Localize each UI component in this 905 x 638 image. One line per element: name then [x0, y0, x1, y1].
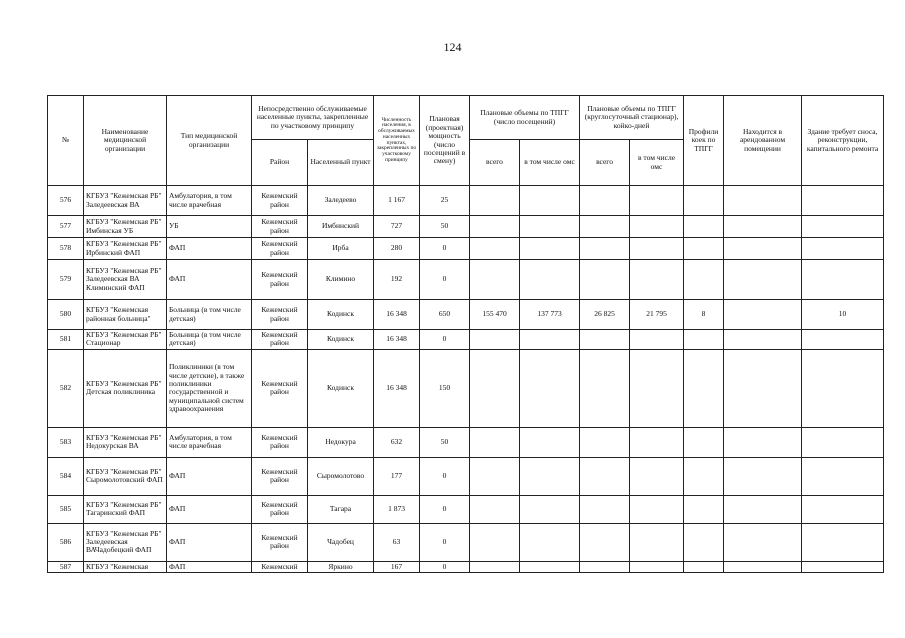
cell-name: КГБУЗ "Кежемская РБ" Недокурская ВА	[84, 427, 167, 457]
cell-v-total	[470, 427, 520, 457]
table-row	[48, 300, 884, 330]
cell-repair	[802, 260, 884, 300]
cell-v-total	[470, 457, 520, 495]
cell-capacity: 0	[420, 561, 470, 572]
cell-population: 16 348	[374, 330, 420, 350]
cell-num: 577	[48, 216, 84, 238]
cell-capacity: 50	[420, 427, 470, 457]
cell-rented	[724, 238, 802, 260]
cell-v-total	[470, 495, 520, 523]
cell-b-oms	[630, 523, 684, 561]
cell-capacity: 0	[420, 330, 470, 350]
cell-num: 586	[48, 523, 84, 561]
table-row	[48, 349, 884, 427]
cell-type: Амбулатория, в том числе врачебная	[167, 186, 252, 216]
header-profile: Профили коек по ТПГГ	[684, 96, 724, 186]
cell-b-total	[580, 238, 630, 260]
cell-v-total	[470, 186, 520, 216]
cell-capacity: 650	[420, 300, 470, 330]
page-number: 124	[443, 40, 462, 54]
cell-type: ФАП	[167, 457, 252, 495]
cell-b-total	[580, 561, 630, 572]
cell-b-oms	[630, 330, 684, 350]
cell-district: Кежемский район	[252, 495, 308, 523]
header-visits-total: всего	[470, 140, 520, 186]
cell-b-oms	[630, 349, 684, 427]
cell-profile	[684, 216, 724, 238]
cell-capacity: 0	[420, 523, 470, 561]
cell-name: КГБУЗ "Кежемская	[84, 561, 167, 572]
header-volume-beds: Плановые объемы по ТПГГ (круглосуточный стационар), койко-дней	[580, 96, 684, 140]
cell-v-oms	[520, 260, 580, 300]
cell-v-total	[470, 238, 520, 260]
cell-v-total	[470, 260, 520, 300]
header-name: Наименование медицинской организации	[84, 96, 167, 186]
table-row	[48, 238, 884, 260]
cell-type: ФАП	[167, 260, 252, 300]
cell-rented	[724, 495, 802, 523]
cell-name: КГБУЗ "Кежемская РБ" Сыромолотовский ФАП	[84, 457, 167, 495]
cell-population: 1 873	[374, 495, 420, 523]
cell-v-total	[470, 216, 520, 238]
cell-v-total	[470, 349, 520, 427]
table-row	[48, 216, 884, 238]
table-row	[48, 495, 884, 523]
header-num: №	[48, 96, 84, 186]
cell-district: Кежемский район	[252, 238, 308, 260]
cell-capacity: 0	[420, 457, 470, 495]
cell-b-oms	[630, 427, 684, 457]
cell-profile	[684, 238, 724, 260]
cell-district: Кежемский район	[252, 260, 308, 300]
cell-locality: Чадобец	[308, 523, 374, 561]
cell-repair	[802, 523, 884, 561]
cell-v-oms	[520, 561, 580, 572]
cell-v-oms: 137 773	[520, 300, 580, 330]
table-row	[48, 186, 884, 216]
cell-num: 579	[48, 260, 84, 300]
cell-num: 580	[48, 300, 84, 330]
cell-num: 584	[48, 457, 84, 495]
cell-type: ФАП	[167, 495, 252, 523]
cell-v-oms	[520, 523, 580, 561]
header-beds-oms: в том числе омс	[630, 140, 684, 186]
cell-b-oms	[630, 561, 684, 572]
table-row	[48, 523, 884, 561]
cell-rented	[724, 330, 802, 350]
cell-b-total	[580, 216, 630, 238]
cell-name: КГБУЗ "Кежемская РБ" Стационар	[84, 330, 167, 350]
cell-repair: 10	[802, 300, 884, 330]
cell-rented	[724, 427, 802, 457]
cell-v-oms	[520, 495, 580, 523]
cell-name: КГБУЗ "Кежемская РБ" Заледеевская ВА Климинский ФАП	[84, 260, 167, 300]
cell-b-total	[580, 495, 630, 523]
cell-locality: Яркино	[308, 561, 374, 572]
cell-population: 16 348	[374, 349, 420, 427]
cell-profile	[684, 349, 724, 427]
cell-profile	[684, 523, 724, 561]
cell-rented	[724, 260, 802, 300]
header-volume-visits: Плановые объемы по ТПГГ (число посещений)	[470, 96, 580, 140]
cell-v-oms	[520, 457, 580, 495]
cell-locality: Кодинск	[308, 330, 374, 350]
table-row	[48, 260, 884, 300]
cell-repair	[802, 186, 884, 216]
cell-type: Поликлиники (в том числе детские), в также поликлиники государственной и муниципальной систем здравоохранения	[167, 349, 252, 427]
cell-population: 1 167	[374, 186, 420, 216]
cell-type: ФАП	[167, 238, 252, 260]
cell-repair	[802, 457, 884, 495]
cell-profile: 8	[684, 300, 724, 330]
cell-b-total	[580, 186, 630, 216]
cell-population: 177	[374, 457, 420, 495]
header-beds-total: всего	[580, 140, 630, 186]
cell-v-total: 155 470	[470, 300, 520, 330]
cell-b-oms	[630, 495, 684, 523]
cell-name: КГБУЗ "Кежемская РБ" Тагаринский ФАП	[84, 495, 167, 523]
cell-b-total	[580, 349, 630, 427]
cell-locality: Сыромолотово	[308, 457, 374, 495]
cell-type: УБ	[167, 216, 252, 238]
cell-rented	[724, 561, 802, 572]
cell-district: Кежемский	[252, 561, 308, 572]
cell-v-oms	[520, 330, 580, 350]
table-row	[48, 330, 884, 350]
cell-profile	[684, 330, 724, 350]
table-row	[48, 561, 884, 572]
cell-district: Кежемский район	[252, 349, 308, 427]
cell-locality: Кодинск	[308, 349, 374, 427]
cell-name: КГБУЗ "Кежемская РБ" Ирбинский ФАП	[84, 238, 167, 260]
cell-population: 280	[374, 238, 420, 260]
header-locality: Населенный пункт	[308, 140, 374, 186]
cell-num: 587	[48, 561, 84, 572]
cell-b-total	[580, 427, 630, 457]
cell-repair	[802, 238, 884, 260]
cell-district: Кежемский район	[252, 186, 308, 216]
cell-name: КГБУЗ "Кежемская РБ" Заледеевская ВА	[84, 186, 167, 216]
cell-repair	[802, 427, 884, 457]
cell-profile	[684, 260, 724, 300]
cell-rented	[724, 300, 802, 330]
cell-type: ФАП	[167, 561, 252, 572]
header-type: Тип медицинской организации	[167, 96, 252, 186]
cell-capacity: 0	[420, 238, 470, 260]
cell-repair	[802, 349, 884, 427]
cell-profile	[684, 427, 724, 457]
cell-population: 632	[374, 427, 420, 457]
cell-num: 583	[48, 427, 84, 457]
cell-rented	[724, 216, 802, 238]
cell-b-oms	[630, 238, 684, 260]
cell-repair	[802, 495, 884, 523]
cell-capacity: 0	[420, 495, 470, 523]
cell-b-oms	[630, 457, 684, 495]
cell-num: 578	[48, 238, 84, 260]
cell-type: Амбулатория, в том числе врачебная	[167, 427, 252, 457]
cell-population: 63	[374, 523, 420, 561]
cell-b-oms: 21 795	[630, 300, 684, 330]
cell-b-total	[580, 457, 630, 495]
cell-num: 576	[48, 186, 84, 216]
cell-type: Больница (в том числе детская)	[167, 330, 252, 350]
cell-v-oms	[520, 216, 580, 238]
cell-locality: Климино	[308, 260, 374, 300]
cell-b-total: 26 825	[580, 300, 630, 330]
cell-rented	[724, 186, 802, 216]
cell-population: 727	[374, 216, 420, 238]
cell-capacity: 150	[420, 349, 470, 427]
cell-num: 582	[48, 349, 84, 427]
cell-repair	[802, 216, 884, 238]
cell-district: Кежемский район	[252, 523, 308, 561]
cell-v-oms	[520, 186, 580, 216]
cell-name: КГБУЗ "Кежемская РБ" Детская поликлиника	[84, 349, 167, 427]
medical-organizations-table	[47, 95, 884, 573]
header-district: Район	[252, 140, 308, 186]
cell-capacity: 0	[420, 260, 470, 300]
header-rented: Находится в арендованном помещении	[724, 96, 802, 186]
cell-population: 16 348	[374, 300, 420, 330]
cell-profile	[684, 495, 724, 523]
cell-capacity: 25	[420, 186, 470, 216]
cell-locality: Заледеево	[308, 186, 374, 216]
cell-profile	[684, 186, 724, 216]
cell-name: КГБУЗ "Кежемская РБ" Имбинская УБ	[84, 216, 167, 238]
cell-b-oms	[630, 186, 684, 216]
cell-locality: Имбинский	[308, 216, 374, 238]
cell-name: КГБУЗ "Кежемская районная больница"	[84, 300, 167, 330]
cell-repair	[802, 561, 884, 572]
header-capacity: Плановая (проектная) мощность (число посещений в смену)	[420, 96, 470, 186]
cell-profile	[684, 457, 724, 495]
cell-locality: Тагара	[308, 495, 374, 523]
cell-b-total	[580, 330, 630, 350]
header-direct: Непосредственно обслуживаемые населенные пункты, закрепленные по участковому принципу	[252, 96, 374, 140]
cell-population: 192	[374, 260, 420, 300]
cell-v-total	[470, 523, 520, 561]
cell-v-oms	[520, 238, 580, 260]
cell-v-oms	[520, 349, 580, 427]
header-population: Численность населения, в обслуживаемых населенных пунктах, закрепленных по участковому принципу	[374, 96, 420, 186]
cell-locality: Ирба	[308, 238, 374, 260]
cell-rented	[724, 349, 802, 427]
cell-capacity: 50	[420, 216, 470, 238]
cell-name: КГБУЗ "Кежемская РБ" Заледеевская ВАЧадобецкий ФАП	[84, 523, 167, 561]
cell-v-oms	[520, 427, 580, 457]
cell-district: Кежемский район	[252, 330, 308, 350]
cell-type: Больница (в том числе детская)	[167, 300, 252, 330]
cell-rented	[724, 523, 802, 561]
cell-type: ФАП	[167, 523, 252, 561]
cell-district: Кежемский район	[252, 457, 308, 495]
cell-profile	[684, 561, 724, 572]
header-visits-oms: в том числе омс	[520, 140, 580, 186]
cell-num: 581	[48, 330, 84, 350]
cell-b-total	[580, 260, 630, 300]
table-row	[48, 457, 884, 495]
cell-population: 167	[374, 561, 420, 572]
cell-b-oms	[630, 216, 684, 238]
cell-district: Кежемский район	[252, 300, 308, 330]
header-repair: Здание требует сноса, реконструкции, капитального ремонта	[802, 96, 884, 186]
cell-rented	[724, 457, 802, 495]
table-row	[48, 427, 884, 457]
cell-locality: Кодинск	[308, 300, 374, 330]
cell-district: Кежемский район	[252, 427, 308, 457]
cell-v-total	[470, 561, 520, 572]
cell-num: 585	[48, 495, 84, 523]
cell-locality: Недокура	[308, 427, 374, 457]
cell-v-total	[470, 330, 520, 350]
cell-district: Кежемский район	[252, 216, 308, 238]
cell-b-oms	[630, 260, 684, 300]
cell-repair	[802, 330, 884, 350]
cell-b-total	[580, 523, 630, 561]
